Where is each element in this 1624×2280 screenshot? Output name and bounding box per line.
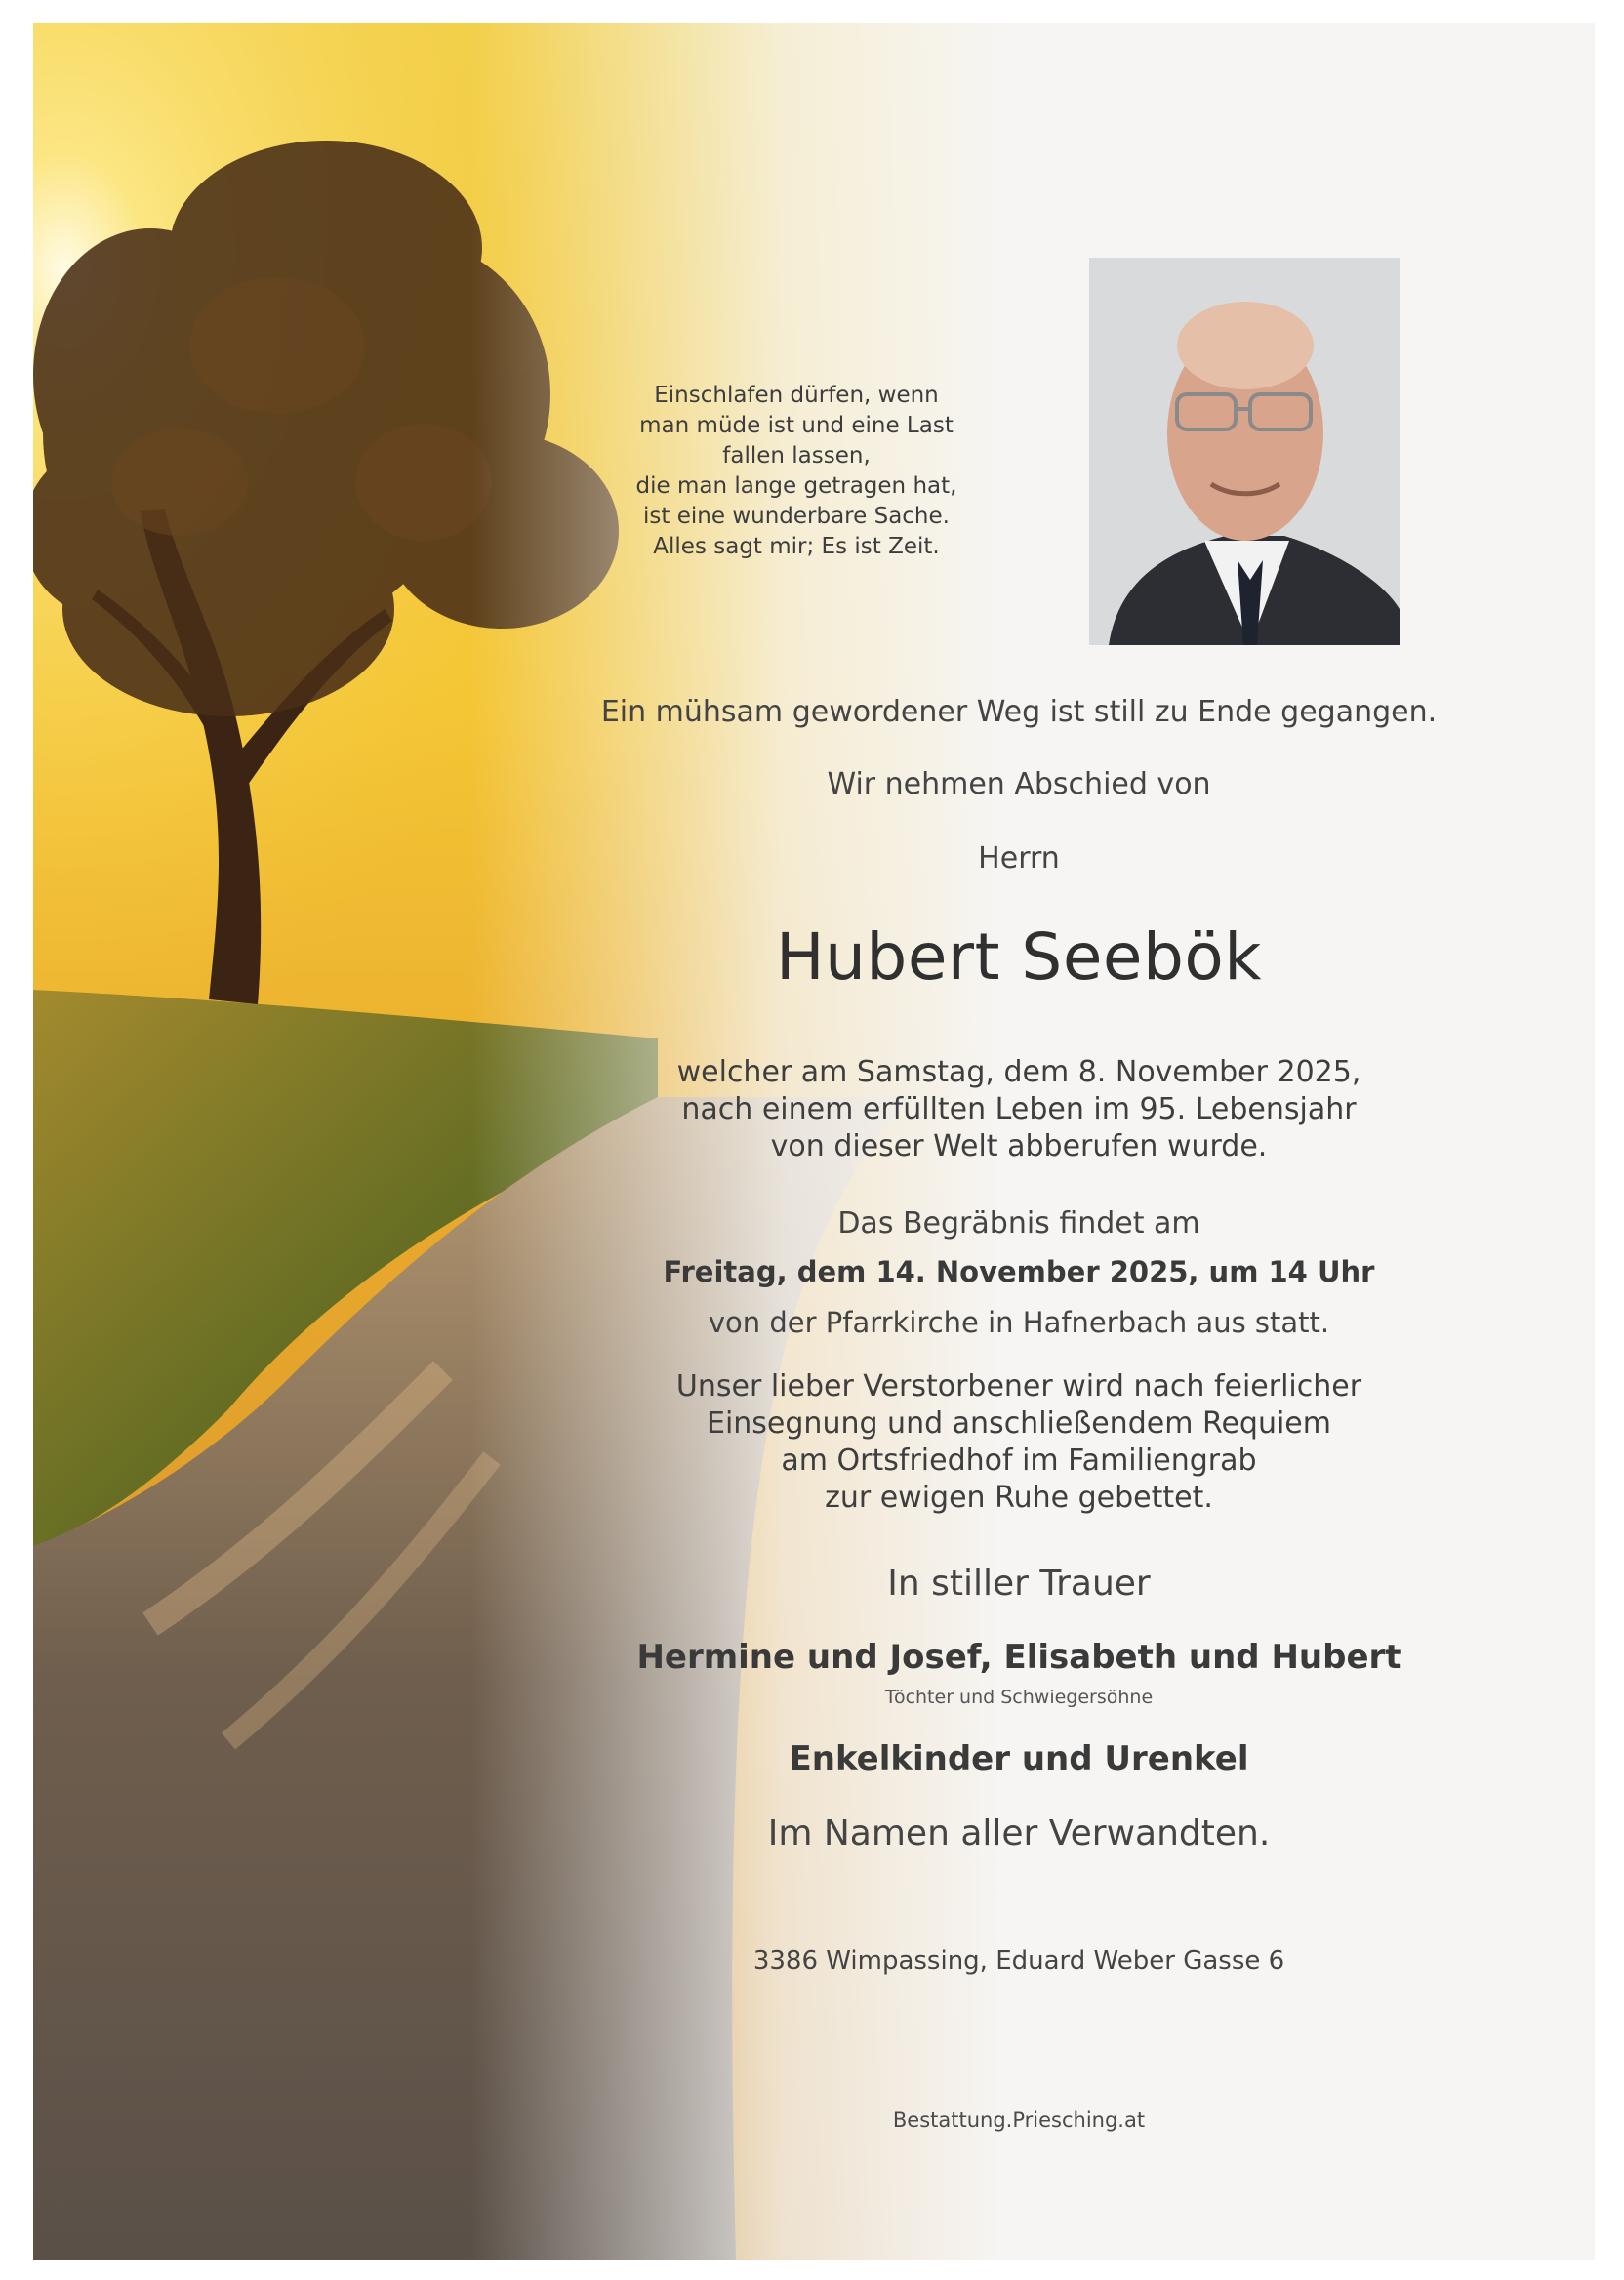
burial-line: am Ortsfriedhof im Familiengrab xyxy=(781,1444,1257,1478)
burial-line: zur ewigen Ruhe gebettet. xyxy=(825,1481,1213,1515)
portrait-image xyxy=(1089,258,1400,645)
poem-line: die man lange getragen hat, xyxy=(635,473,957,499)
death-line: von dieser Welt abberufen wurde. xyxy=(770,1129,1268,1163)
poem-line: man müde ist und eine Last xyxy=(639,413,954,438)
family-daughters-relation: Töchter und Schwiegersöhne xyxy=(884,1687,1154,1708)
mourning-heading: In stiller Trauer xyxy=(887,1564,1151,1604)
death-notice xyxy=(560,1054,1478,1165)
funeral-place: von der Pfarrkirche in Hafnerbach aus statt. xyxy=(708,1306,1330,1339)
funeral-intro: Das Begräbnis findet am xyxy=(837,1206,1200,1241)
family-daughters: Hermine und Josef, Elisabeth und Hubert xyxy=(636,1638,1401,1677)
family-relatives: Im Namen aller Verwandten. xyxy=(767,1813,1271,1853)
intro-line: Ein mühsam gewordener Weg ist still zu Ende gegangen. xyxy=(600,695,1438,729)
poem-line: fallen lassen, xyxy=(722,443,871,468)
burial-line: Unser lieber Verstorbener wird nach feierlicher xyxy=(675,1369,1362,1404)
funeral-date: Freitag, dem 14. November 2025, um 14 Uhr xyxy=(663,1255,1375,1288)
funeral-home-website[interactable]: Bestattung.Priesching.at xyxy=(892,2108,1146,2132)
family-grandchildren: Enkelkinder und Urenkel xyxy=(789,1739,1249,1778)
burial-notice xyxy=(560,1368,1478,1517)
obituary-sheet xyxy=(33,23,1595,2260)
poem-line: ist eine wunderbare Sache. xyxy=(643,504,950,529)
burial-line: Einsegnung und anschließendem Requiem xyxy=(707,1406,1331,1441)
portrait-photo xyxy=(1089,258,1400,645)
poem-line: Alles sagt mir; Es ist Zeit. xyxy=(653,534,940,559)
salutation: Herrn xyxy=(978,841,1060,875)
farewell-line: Wir nehmen Abschied von xyxy=(827,767,1211,801)
death-line: nach einem erfüllten Leben im 95. Lebensjahr xyxy=(681,1092,1357,1126)
address: 3386 Wimpassing, Eduard Weber Gasse 6 xyxy=(752,1946,1285,1975)
poem xyxy=(591,381,1001,562)
death-line: welcher am Samstag, dem 8. November 2025, xyxy=(676,1055,1361,1089)
deceased-name: Hubert Seebök xyxy=(775,919,1263,995)
poem-line: Einschlafen dürfen, wenn xyxy=(654,383,939,408)
